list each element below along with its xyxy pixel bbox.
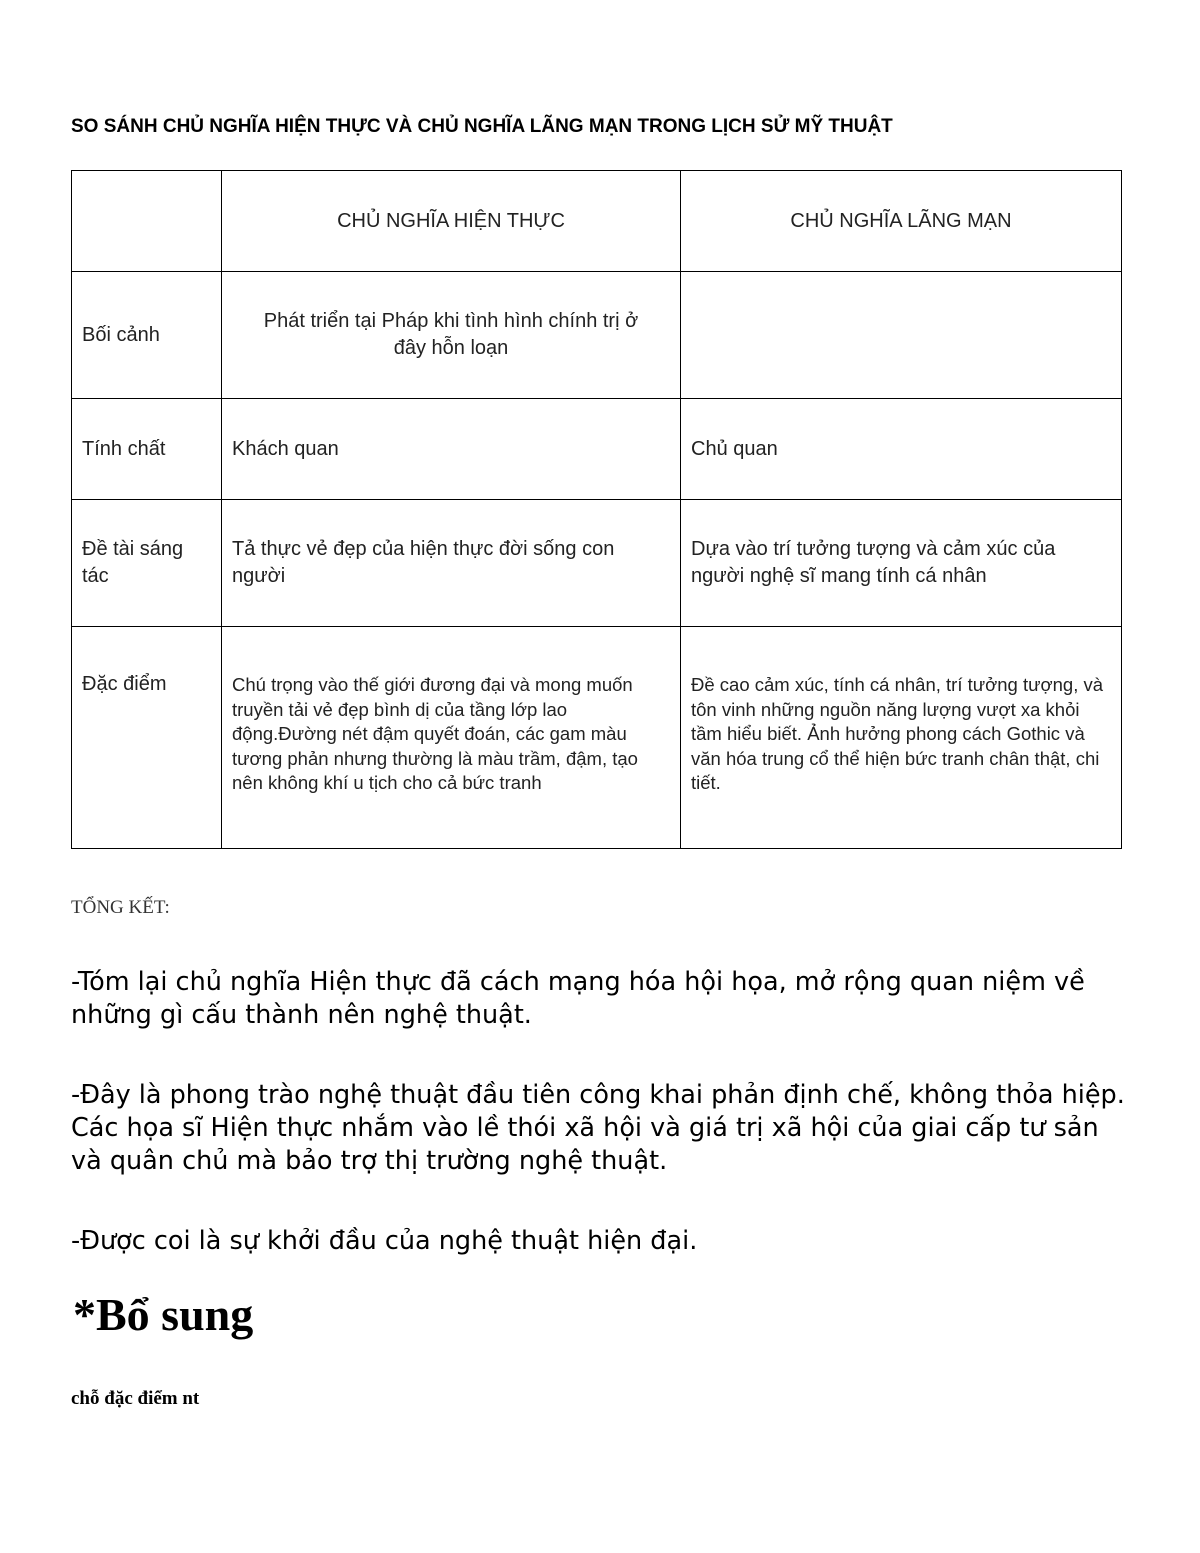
summary-label: TỔNG KẾT: [71,897,170,918]
table-row-context [72,272,1122,399]
table-row-nature [72,399,1122,500]
row-label-subject: Đề tài sáng tác [72,500,222,627]
table-header-row [72,171,1122,272]
row-label-context: Bối cảnh [72,272,222,399]
supplement-heading: *Bổ sung [73,1289,254,1340]
cell-context-realism: Phát triển tại Pháp khi tình hình chính trị ở đây hỗn loạn [222,272,681,399]
table-row-features [72,627,1122,849]
cell-nature-realism: Khách quan [222,399,681,500]
cell-nature-romanticism: Chủ quan [681,399,1122,500]
header-cell-realism: CHỦ NGHĨA HIỆN THỰC [222,171,681,272]
cell-subject-realism: Tả thực vẻ đẹp của hiện thực đời sống con người [222,500,681,627]
table-row-subject [72,500,1122,627]
document-title: SO SÁNH CHỦ NGHĨA HIỆN THỰC VÀ CHỦ NGHĨA LÃNG MẠN TRONG LỊCH SỬ MỸ THUẬT [71,116,893,137]
cell-subject-romanticism: Dựa vào trí tưởng tượng và cảm xúc của người nghệ sĩ mang tính cá nhân [681,500,1122,627]
summary-point: -Được coi là sự khởi đầu của nghệ thuật hiện đại. [71,1226,698,1256]
row-label-features: Đặc điểm [72,627,222,849]
cell-context-romanticism [681,272,1122,399]
header-cell-romanticism: CHỦ NGHĨA LÃNG MẠN [681,171,1122,272]
header-cell-empty [72,171,222,272]
cell-features-romanticism: Đề cao cảm xúc, tính cá nhân, trí tưởng tượng, và tôn vinh những nguồn năng lượng vượt xa khỏi tầm hiểu biết. Ảnh hưởng phong cách Gothic và văn hóa trung cổ thể hiện bức tranh chân thật, chi tiết. [681,627,1122,849]
row-label-nature: Tính chất [72,399,222,500]
supplement-note: chỗ đặc điểm nt [71,1388,200,1409]
cell-features-realism: Chú trọng vào thế giới đương đại và mong muốn truyền tải vẻ đẹp bình dị của tầng lớp lao động.Đường nét đậm quyết đoán, các gam màu tương phản nhưng thường là màu trầm, đậm, tạo nên không khí u tịch cho cả bức tranh [222,627,681,849]
summary-point: -Đây là phong trào nghệ thuật đầu tiên công khai phản định chế, không thỏa hiệp. Các họa sĩ Hiện thực nhắm vào lề thói xã hội và giá trị xã hội của giai cấp tư sản và quân chủ mà bảo trợ thị trường nghệ thuật. [71,1080,1125,1176]
comparison-table [71,170,1122,849]
summary-point: -Tóm lại chủ nghĩa Hiện thực đã cách mạng hóa hội họa, mở rộng quan niệm về những gì cấu thành nên nghệ thuật. [71,967,1085,1030]
